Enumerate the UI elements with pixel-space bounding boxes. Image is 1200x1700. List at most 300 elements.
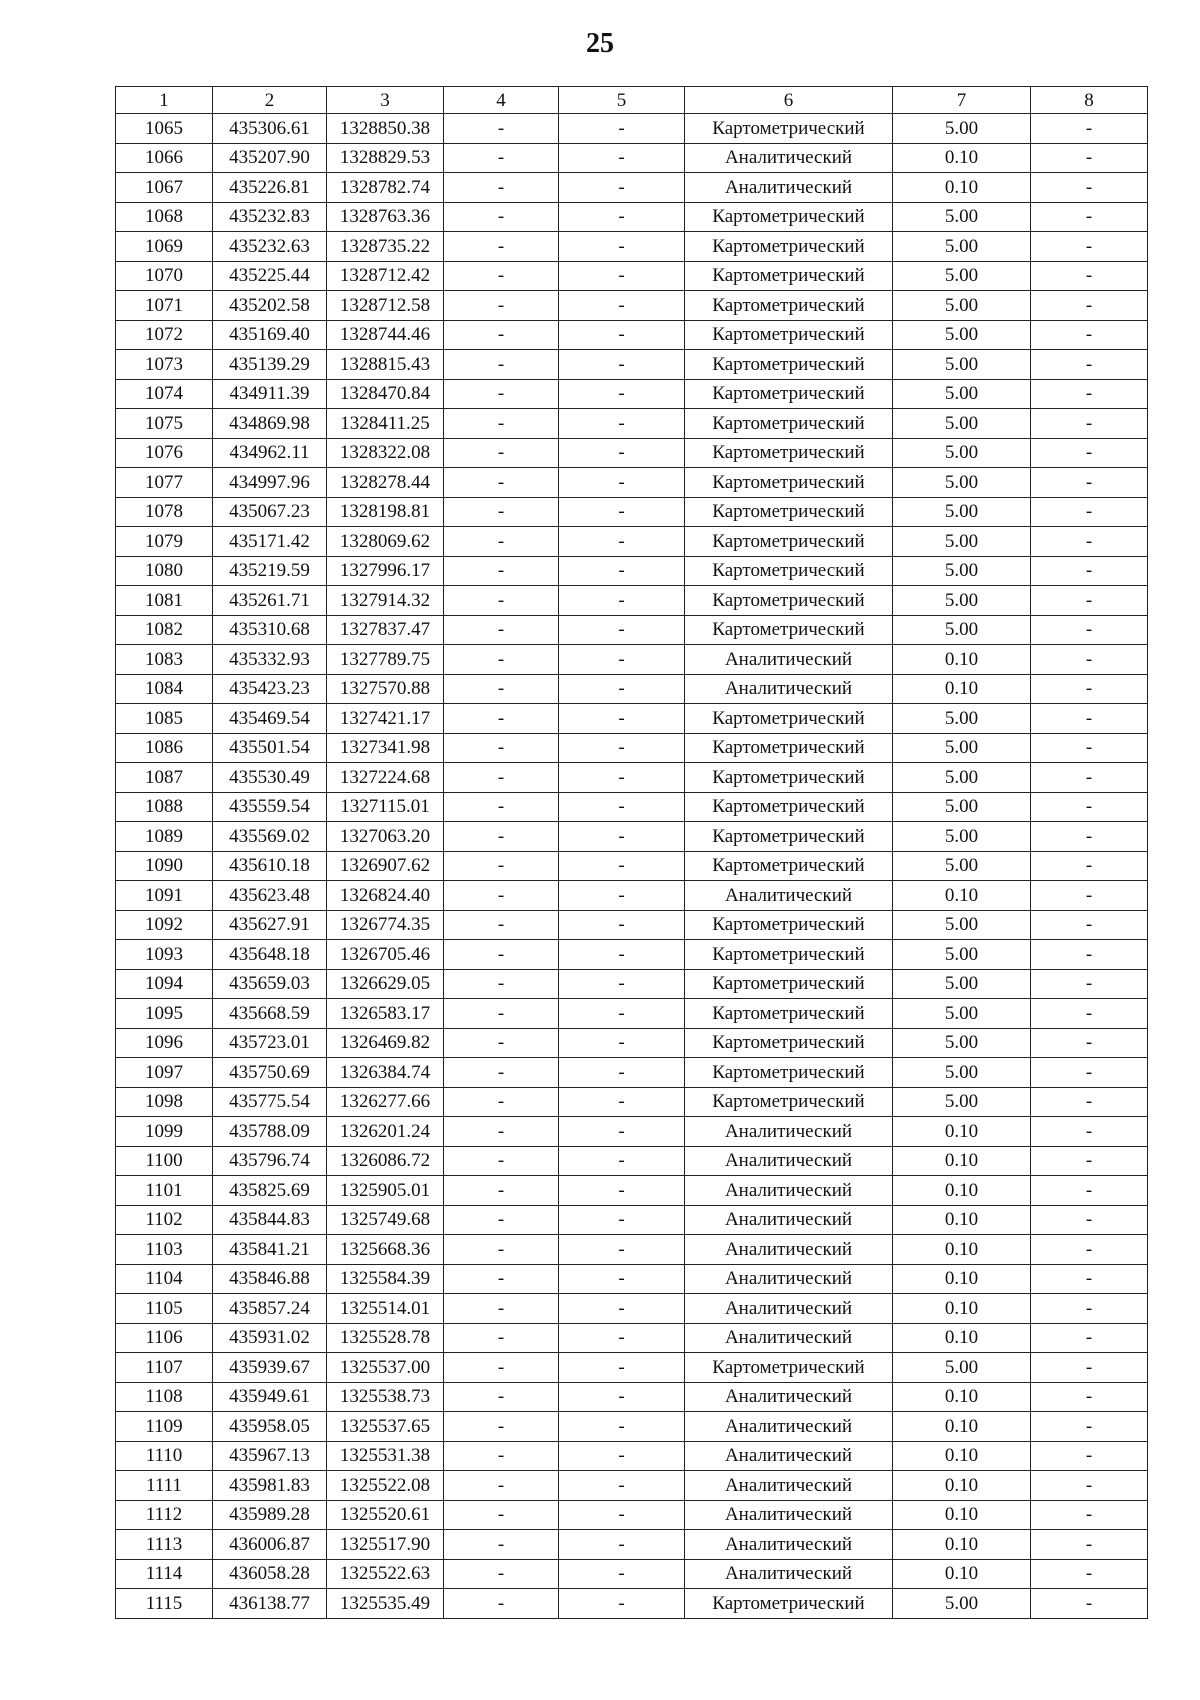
accuracy-cell: 5.00 bbox=[893, 468, 1031, 498]
point-number-cell: 1102 bbox=[116, 1205, 213, 1235]
x-coordinate-cell: 434962.11 bbox=[213, 438, 327, 468]
col4-cell: - bbox=[444, 1235, 559, 1265]
table-row bbox=[116, 1087, 1148, 1117]
table-row bbox=[116, 1589, 1148, 1619]
col4-cell: - bbox=[444, 497, 559, 527]
method-cell: Аналитический bbox=[685, 1412, 893, 1442]
header-col-1: 1 bbox=[116, 87, 213, 114]
col8-cell: - bbox=[1031, 969, 1148, 999]
accuracy-cell: 5.00 bbox=[893, 910, 1031, 940]
point-number-cell: 1073 bbox=[116, 350, 213, 380]
col5-cell: - bbox=[559, 1058, 685, 1088]
accuracy-cell: 5.00 bbox=[893, 232, 1031, 262]
col4-cell: - bbox=[444, 556, 559, 586]
col8-cell: - bbox=[1031, 1264, 1148, 1294]
table-row bbox=[116, 940, 1148, 970]
y-coordinate-cell: 1328322.08 bbox=[327, 438, 444, 468]
table-row bbox=[116, 615, 1148, 645]
table-row bbox=[116, 1471, 1148, 1501]
col8-cell: - bbox=[1031, 1087, 1148, 1117]
table-row bbox=[116, 173, 1148, 203]
accuracy-cell: 5.00 bbox=[893, 202, 1031, 232]
col8-cell: - bbox=[1031, 202, 1148, 232]
method-cell: Картометрический bbox=[685, 704, 893, 734]
col8-cell: - bbox=[1031, 1530, 1148, 1560]
col5-cell: - bbox=[559, 1412, 685, 1442]
y-coordinate-cell: 1327063.20 bbox=[327, 822, 444, 852]
col5-cell: - bbox=[559, 1146, 685, 1176]
method-cell: Аналитический bbox=[685, 1323, 893, 1353]
col8-cell: - bbox=[1031, 1589, 1148, 1619]
col4-cell: - bbox=[444, 1530, 559, 1560]
x-coordinate-cell: 435796.74 bbox=[213, 1146, 327, 1176]
col8-cell: - bbox=[1031, 645, 1148, 675]
x-coordinate-cell: 435171.42 bbox=[213, 527, 327, 557]
method-cell: Аналитический bbox=[685, 674, 893, 704]
col4-cell: - bbox=[444, 1589, 559, 1619]
method-cell: Картометрический bbox=[685, 586, 893, 616]
y-coordinate-cell: 1328278.44 bbox=[327, 468, 444, 498]
method-cell: Картометрический bbox=[685, 851, 893, 881]
table-row bbox=[116, 497, 1148, 527]
col5-cell: - bbox=[559, 379, 685, 409]
table-row bbox=[116, 1058, 1148, 1088]
col4-cell: - bbox=[444, 1028, 559, 1058]
col8-cell: - bbox=[1031, 1176, 1148, 1206]
col8-cell: - bbox=[1031, 851, 1148, 881]
x-coordinate-cell: 436006.87 bbox=[213, 1530, 327, 1560]
col4-cell: - bbox=[444, 969, 559, 999]
point-number-cell: 1065 bbox=[116, 114, 213, 144]
method-cell: Картометрический bbox=[685, 733, 893, 763]
col4-cell: - bbox=[444, 1264, 559, 1294]
table-row bbox=[116, 1205, 1148, 1235]
method-cell: Аналитический bbox=[685, 1559, 893, 1589]
method-cell: Аналитический bbox=[685, 1146, 893, 1176]
x-coordinate-cell: 435226.81 bbox=[213, 173, 327, 203]
col5-cell: - bbox=[559, 173, 685, 203]
col5-cell: - bbox=[559, 1323, 685, 1353]
method-cell: Аналитический bbox=[685, 143, 893, 173]
point-number-cell: 1066 bbox=[116, 143, 213, 173]
table-row bbox=[116, 556, 1148, 586]
table-row bbox=[116, 822, 1148, 852]
col4-cell: - bbox=[444, 674, 559, 704]
col8-cell: - bbox=[1031, 1441, 1148, 1471]
x-coordinate-cell: 435559.54 bbox=[213, 792, 327, 822]
point-number-cell: 1105 bbox=[116, 1294, 213, 1324]
method-cell: Картометрический bbox=[685, 822, 893, 852]
header-col-4: 4 bbox=[444, 87, 559, 114]
y-coordinate-cell: 1328829.53 bbox=[327, 143, 444, 173]
y-coordinate-cell: 1325531.38 bbox=[327, 1441, 444, 1471]
x-coordinate-cell: 435788.09 bbox=[213, 1117, 327, 1147]
col4-cell: - bbox=[444, 438, 559, 468]
table-row bbox=[116, 438, 1148, 468]
col8-cell: - bbox=[1031, 114, 1148, 144]
col5-cell: - bbox=[559, 615, 685, 645]
y-coordinate-cell: 1326824.40 bbox=[327, 881, 444, 911]
table-row bbox=[116, 1412, 1148, 1442]
accuracy-cell: 0.10 bbox=[893, 1294, 1031, 1324]
point-number-cell: 1068 bbox=[116, 202, 213, 232]
point-number-cell: 1092 bbox=[116, 910, 213, 940]
col8-cell: - bbox=[1031, 940, 1148, 970]
col8-cell: - bbox=[1031, 1294, 1148, 1324]
x-coordinate-cell: 435310.68 bbox=[213, 615, 327, 645]
y-coordinate-cell: 1325537.65 bbox=[327, 1412, 444, 1442]
y-coordinate-cell: 1327341.98 bbox=[327, 733, 444, 763]
header-col-8: 8 bbox=[1031, 87, 1148, 114]
accuracy-cell: 5.00 bbox=[893, 704, 1031, 734]
x-coordinate-cell: 435232.83 bbox=[213, 202, 327, 232]
point-number-cell: 1076 bbox=[116, 438, 213, 468]
col4-cell: - bbox=[444, 792, 559, 822]
accuracy-cell: 5.00 bbox=[893, 556, 1031, 586]
accuracy-cell: 0.10 bbox=[893, 674, 1031, 704]
table-row bbox=[116, 645, 1148, 675]
method-cell: Аналитический bbox=[685, 1235, 893, 1265]
method-cell: Картометрический bbox=[685, 232, 893, 262]
y-coordinate-cell: 1328712.42 bbox=[327, 261, 444, 291]
col4-cell: - bbox=[444, 615, 559, 645]
col8-cell: - bbox=[1031, 881, 1148, 911]
y-coordinate-cell: 1326277.66 bbox=[327, 1087, 444, 1117]
col5-cell: - bbox=[559, 1294, 685, 1324]
point-number-cell: 1113 bbox=[116, 1530, 213, 1560]
point-number-cell: 1112 bbox=[116, 1500, 213, 1530]
accuracy-cell: 5.00 bbox=[893, 763, 1031, 793]
point-number-cell: 1081 bbox=[116, 586, 213, 616]
table-row bbox=[116, 1176, 1148, 1206]
method-cell: Аналитический bbox=[685, 1205, 893, 1235]
y-coordinate-cell: 1327115.01 bbox=[327, 792, 444, 822]
point-number-cell: 1083 bbox=[116, 645, 213, 675]
table-row bbox=[116, 1235, 1148, 1265]
col8-cell: - bbox=[1031, 320, 1148, 350]
y-coordinate-cell: 1325905.01 bbox=[327, 1176, 444, 1206]
y-coordinate-cell: 1327570.88 bbox=[327, 674, 444, 704]
table-row bbox=[116, 202, 1148, 232]
col5-cell: - bbox=[559, 1176, 685, 1206]
col8-cell: - bbox=[1031, 291, 1148, 321]
method-cell: Аналитический bbox=[685, 1294, 893, 1324]
coordinates-table bbox=[115, 86, 1148, 1619]
accuracy-cell: 5.00 bbox=[893, 586, 1031, 616]
method-cell: Картометрический bbox=[685, 202, 893, 232]
method-cell: Картометрический bbox=[685, 1353, 893, 1383]
header-col-6: 6 bbox=[685, 87, 893, 114]
point-number-cell: 1075 bbox=[116, 409, 213, 439]
col4-cell: - bbox=[444, 527, 559, 557]
col4-cell: - bbox=[444, 1117, 559, 1147]
method-cell: Картометрический bbox=[685, 527, 893, 557]
col8-cell: - bbox=[1031, 1117, 1148, 1147]
y-coordinate-cell: 1325584.39 bbox=[327, 1264, 444, 1294]
col4-cell: - bbox=[444, 1382, 559, 1412]
col5-cell: - bbox=[559, 1589, 685, 1619]
point-number-cell: 1079 bbox=[116, 527, 213, 557]
col8-cell: - bbox=[1031, 1028, 1148, 1058]
y-coordinate-cell: 1325522.08 bbox=[327, 1471, 444, 1501]
point-number-cell: 1093 bbox=[116, 940, 213, 970]
accuracy-cell: 0.10 bbox=[893, 881, 1031, 911]
x-coordinate-cell: 435949.61 bbox=[213, 1382, 327, 1412]
col5-cell: - bbox=[559, 1353, 685, 1383]
method-cell: Аналитический bbox=[685, 1500, 893, 1530]
method-cell: Картометрический bbox=[685, 1058, 893, 1088]
col5-cell: - bbox=[559, 114, 685, 144]
col8-cell: - bbox=[1031, 350, 1148, 380]
col8-cell: - bbox=[1031, 733, 1148, 763]
accuracy-cell: 0.10 bbox=[893, 1412, 1031, 1442]
point-number-cell: 1095 bbox=[116, 999, 213, 1029]
col4-cell: - bbox=[444, 232, 559, 262]
x-coordinate-cell: 435261.71 bbox=[213, 586, 327, 616]
y-coordinate-cell: 1328782.74 bbox=[327, 173, 444, 203]
col5-cell: - bbox=[559, 202, 685, 232]
col5-cell: - bbox=[559, 438, 685, 468]
col5-cell: - bbox=[559, 291, 685, 321]
col8-cell: - bbox=[1031, 910, 1148, 940]
point-number-cell: 1067 bbox=[116, 173, 213, 203]
point-number-cell: 1091 bbox=[116, 881, 213, 911]
accuracy-cell: 5.00 bbox=[893, 438, 1031, 468]
point-number-cell: 1069 bbox=[116, 232, 213, 262]
point-number-cell: 1089 bbox=[116, 822, 213, 852]
accuracy-cell: 0.10 bbox=[893, 1441, 1031, 1471]
page-number: 25 bbox=[586, 28, 614, 59]
col5-cell: - bbox=[559, 468, 685, 498]
y-coordinate-cell: 1325537.00 bbox=[327, 1353, 444, 1383]
col5-cell: - bbox=[559, 1087, 685, 1117]
method-cell: Картометрический bbox=[685, 261, 893, 291]
col5-cell: - bbox=[559, 1205, 685, 1235]
table-row bbox=[116, 792, 1148, 822]
y-coordinate-cell: 1326705.46 bbox=[327, 940, 444, 970]
y-coordinate-cell: 1327421.17 bbox=[327, 704, 444, 734]
y-coordinate-cell: 1325522.63 bbox=[327, 1559, 444, 1589]
col8-cell: - bbox=[1031, 763, 1148, 793]
y-coordinate-cell: 1326629.05 bbox=[327, 969, 444, 999]
col4-cell: - bbox=[444, 1412, 559, 1442]
x-coordinate-cell: 435530.49 bbox=[213, 763, 327, 793]
accuracy-cell: 5.00 bbox=[893, 615, 1031, 645]
col4-cell: - bbox=[444, 1087, 559, 1117]
y-coordinate-cell: 1326086.72 bbox=[327, 1146, 444, 1176]
col8-cell: - bbox=[1031, 1058, 1148, 1088]
point-number-cell: 1106 bbox=[116, 1323, 213, 1353]
method-cell: Картометрический bbox=[685, 320, 893, 350]
y-coordinate-cell: 1325517.90 bbox=[327, 1530, 444, 1560]
col4-cell: - bbox=[444, 468, 559, 498]
col4-cell: - bbox=[444, 881, 559, 911]
table-row bbox=[116, 1264, 1148, 1294]
method-cell: Картометрический bbox=[685, 1028, 893, 1058]
method-cell: Картометрический bbox=[685, 910, 893, 940]
accuracy-cell: 5.00 bbox=[893, 792, 1031, 822]
method-cell: Картометрический bbox=[685, 409, 893, 439]
accuracy-cell: 5.00 bbox=[893, 999, 1031, 1029]
y-coordinate-cell: 1328470.84 bbox=[327, 379, 444, 409]
col5-cell: - bbox=[559, 1559, 685, 1589]
col4-cell: - bbox=[444, 704, 559, 734]
table-row bbox=[116, 1530, 1148, 1560]
y-coordinate-cell: 1326384.74 bbox=[327, 1058, 444, 1088]
table-row bbox=[116, 674, 1148, 704]
x-coordinate-cell: 435750.69 bbox=[213, 1058, 327, 1088]
point-number-cell: 1108 bbox=[116, 1382, 213, 1412]
method-cell: Картометрический bbox=[685, 350, 893, 380]
method-cell: Картометрический bbox=[685, 763, 893, 793]
col4-cell: - bbox=[444, 320, 559, 350]
col5-cell: - bbox=[559, 350, 685, 380]
method-cell: Аналитический bbox=[685, 173, 893, 203]
table-row bbox=[116, 881, 1148, 911]
method-cell: Картометрический bbox=[685, 792, 893, 822]
col8-cell: - bbox=[1031, 497, 1148, 527]
accuracy-cell: 5.00 bbox=[893, 497, 1031, 527]
accuracy-cell: 0.10 bbox=[893, 1176, 1031, 1206]
col5-cell: - bbox=[559, 1235, 685, 1265]
table-row bbox=[116, 704, 1148, 734]
x-coordinate-cell: 435659.03 bbox=[213, 969, 327, 999]
col8-cell: - bbox=[1031, 1353, 1148, 1383]
col5-cell: - bbox=[559, 851, 685, 881]
x-coordinate-cell: 435610.18 bbox=[213, 851, 327, 881]
x-coordinate-cell: 435225.44 bbox=[213, 261, 327, 291]
col5-cell: - bbox=[559, 645, 685, 675]
col4-cell: - bbox=[444, 586, 559, 616]
accuracy-cell: 0.10 bbox=[893, 1382, 1031, 1412]
point-number-cell: 1077 bbox=[116, 468, 213, 498]
y-coordinate-cell: 1327789.75 bbox=[327, 645, 444, 675]
table-row bbox=[116, 586, 1148, 616]
col8-cell: - bbox=[1031, 409, 1148, 439]
col5-cell: - bbox=[559, 822, 685, 852]
table-row bbox=[116, 1500, 1148, 1530]
accuracy-cell: 0.10 bbox=[893, 1559, 1031, 1589]
col5-cell: - bbox=[559, 409, 685, 439]
table-row bbox=[116, 1559, 1148, 1589]
point-number-cell: 1082 bbox=[116, 615, 213, 645]
accuracy-cell: 5.00 bbox=[893, 1353, 1031, 1383]
col4-cell: - bbox=[444, 1441, 559, 1471]
y-coordinate-cell: 1326201.24 bbox=[327, 1117, 444, 1147]
accuracy-cell: 0.10 bbox=[893, 645, 1031, 675]
col8-cell: - bbox=[1031, 704, 1148, 734]
col5-cell: - bbox=[559, 999, 685, 1029]
method-cell: Картометрический bbox=[685, 940, 893, 970]
x-coordinate-cell: 435306.61 bbox=[213, 114, 327, 144]
x-coordinate-cell: 434997.96 bbox=[213, 468, 327, 498]
y-coordinate-cell: 1328763.36 bbox=[327, 202, 444, 232]
y-coordinate-cell: 1327837.47 bbox=[327, 615, 444, 645]
table-header-row bbox=[116, 87, 1148, 114]
y-coordinate-cell: 1325528.78 bbox=[327, 1323, 444, 1353]
y-coordinate-cell: 1326774.35 bbox=[327, 910, 444, 940]
col5-cell: - bbox=[559, 1117, 685, 1147]
col5-cell: - bbox=[559, 261, 685, 291]
point-number-cell: 1078 bbox=[116, 497, 213, 527]
x-coordinate-cell: 435723.01 bbox=[213, 1028, 327, 1058]
col4-cell: - bbox=[444, 851, 559, 881]
point-number-cell: 1084 bbox=[116, 674, 213, 704]
point-number-cell: 1115 bbox=[116, 1589, 213, 1619]
method-cell: Аналитический bbox=[685, 1382, 893, 1412]
x-coordinate-cell: 435569.02 bbox=[213, 822, 327, 852]
y-coordinate-cell: 1326583.17 bbox=[327, 999, 444, 1029]
accuracy-cell: 5.00 bbox=[893, 261, 1031, 291]
method-cell: Аналитический bbox=[685, 1471, 893, 1501]
point-number-cell: 1071 bbox=[116, 291, 213, 321]
y-coordinate-cell: 1325538.73 bbox=[327, 1382, 444, 1412]
method-cell: Аналитический bbox=[685, 1117, 893, 1147]
accuracy-cell: 5.00 bbox=[893, 733, 1031, 763]
table-row bbox=[116, 320, 1148, 350]
x-coordinate-cell: 435648.18 bbox=[213, 940, 327, 970]
col8-cell: - bbox=[1031, 468, 1148, 498]
col4-cell: - bbox=[444, 1176, 559, 1206]
accuracy-cell: 5.00 bbox=[893, 527, 1031, 557]
y-coordinate-cell: 1328712.58 bbox=[327, 291, 444, 321]
col8-cell: - bbox=[1031, 1412, 1148, 1442]
point-number-cell: 1101 bbox=[116, 1176, 213, 1206]
col5-cell: - bbox=[559, 586, 685, 616]
col8-cell: - bbox=[1031, 1471, 1148, 1501]
col5-cell: - bbox=[559, 143, 685, 173]
col4-cell: - bbox=[444, 999, 559, 1029]
point-number-cell: 1097 bbox=[116, 1058, 213, 1088]
col5-cell: - bbox=[559, 1441, 685, 1471]
y-coordinate-cell: 1327914.32 bbox=[327, 586, 444, 616]
col4-cell: - bbox=[444, 291, 559, 321]
col8-cell: - bbox=[1031, 792, 1148, 822]
accuracy-cell: 5.00 bbox=[893, 291, 1031, 321]
point-number-cell: 1107 bbox=[116, 1353, 213, 1383]
col8-cell: - bbox=[1031, 438, 1148, 468]
col4-cell: - bbox=[444, 1471, 559, 1501]
point-number-cell: 1109 bbox=[116, 1412, 213, 1442]
table-row bbox=[116, 910, 1148, 940]
col4-cell: - bbox=[444, 1500, 559, 1530]
x-coordinate-cell: 434869.98 bbox=[213, 409, 327, 439]
col5-cell: - bbox=[559, 497, 685, 527]
col8-cell: - bbox=[1031, 1559, 1148, 1589]
method-cell: Картометрический bbox=[685, 615, 893, 645]
col4-cell: - bbox=[444, 1353, 559, 1383]
accuracy-cell: 5.00 bbox=[893, 1087, 1031, 1117]
col5-cell: - bbox=[559, 1382, 685, 1412]
y-coordinate-cell: 1328744.46 bbox=[327, 320, 444, 350]
col4-cell: - bbox=[444, 350, 559, 380]
x-coordinate-cell: 435501.54 bbox=[213, 733, 327, 763]
col4-cell: - bbox=[444, 173, 559, 203]
method-cell: Аналитический bbox=[685, 1530, 893, 1560]
y-coordinate-cell: 1325514.01 bbox=[327, 1294, 444, 1324]
point-number-cell: 1094 bbox=[116, 969, 213, 999]
col8-cell: - bbox=[1031, 822, 1148, 852]
x-coordinate-cell: 435169.40 bbox=[213, 320, 327, 350]
method-cell: Аналитический bbox=[685, 1176, 893, 1206]
table-row bbox=[116, 1146, 1148, 1176]
col4-cell: - bbox=[444, 1146, 559, 1176]
table-row bbox=[116, 379, 1148, 409]
point-number-cell: 1096 bbox=[116, 1028, 213, 1058]
point-number-cell: 1099 bbox=[116, 1117, 213, 1147]
col8-cell: - bbox=[1031, 1146, 1148, 1176]
method-cell: Картометрический bbox=[685, 556, 893, 586]
